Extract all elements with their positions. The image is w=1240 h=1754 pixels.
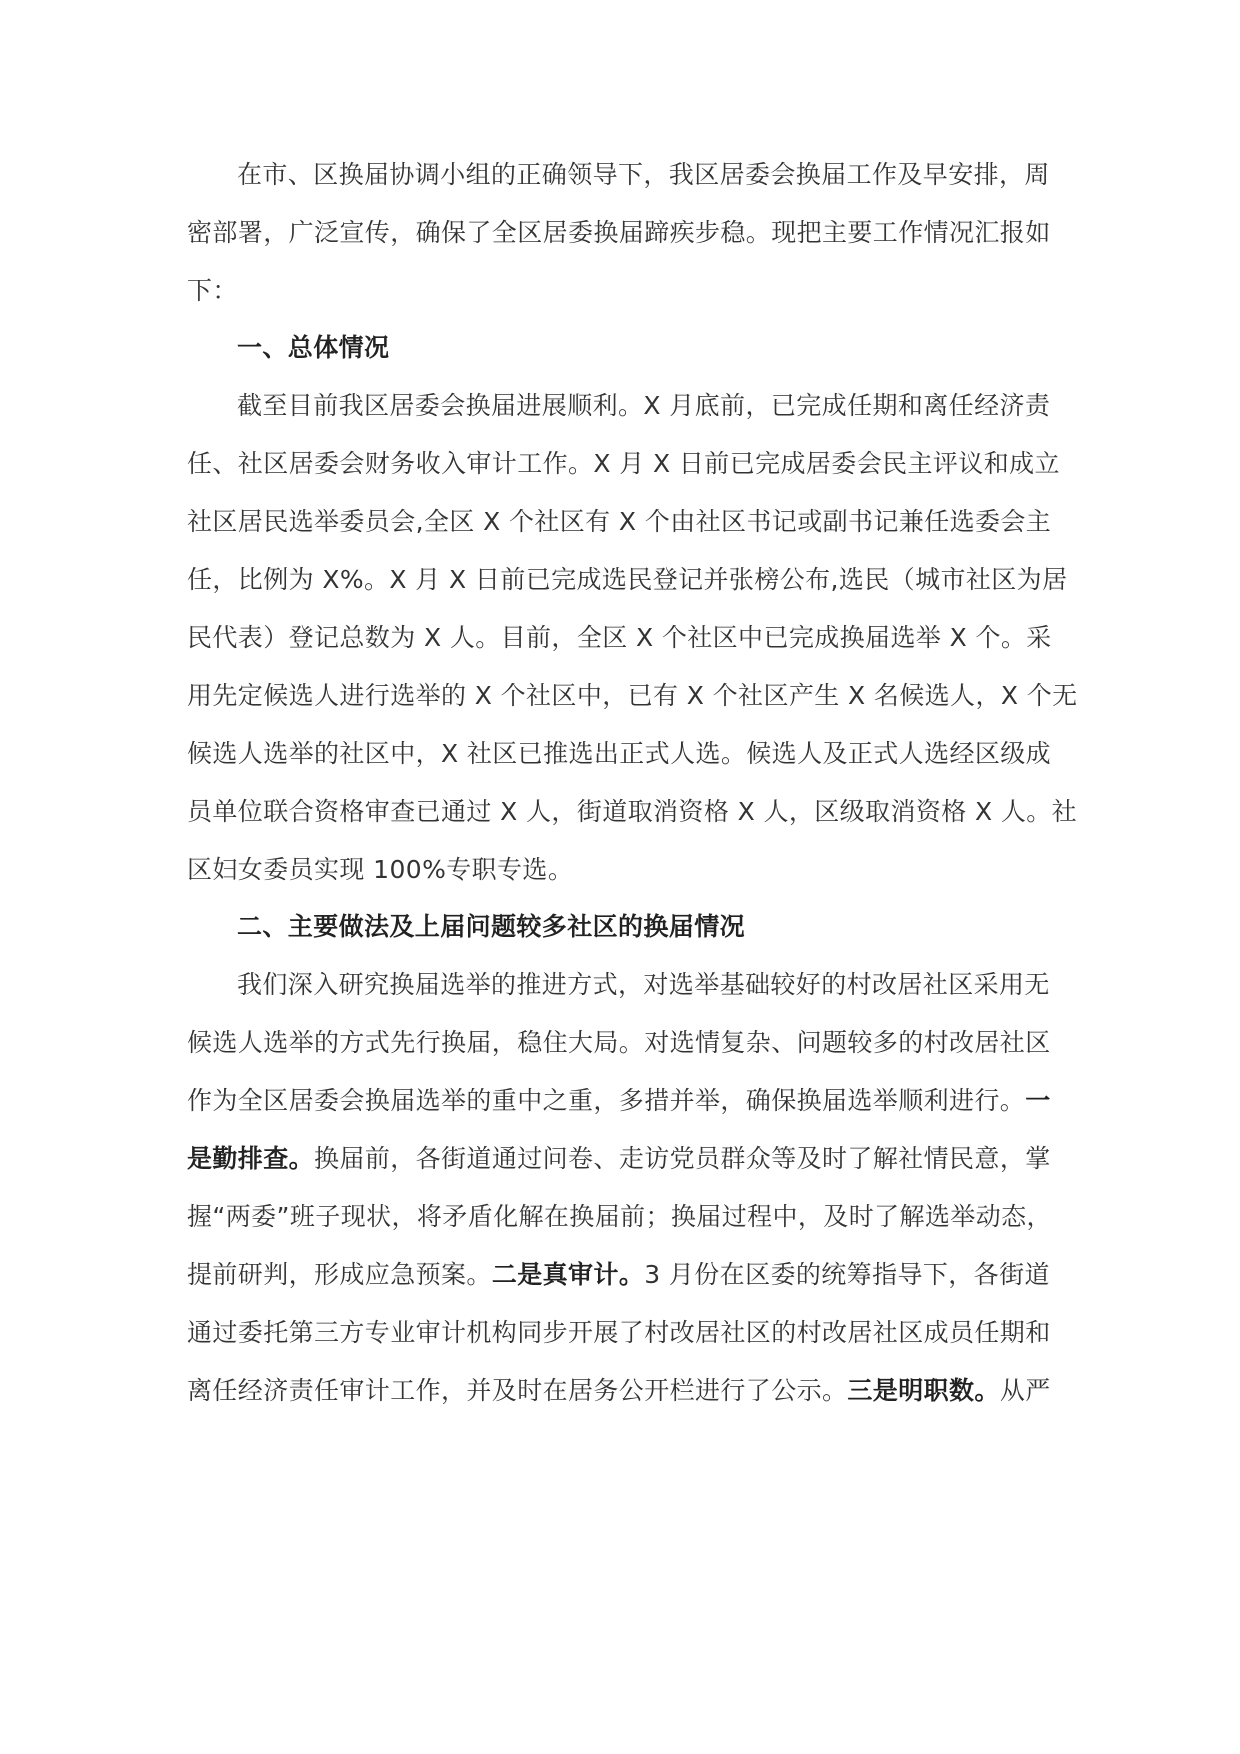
plain-text: 3 月份在区委的统筹指导下，各街道: [644, 1260, 1050, 1289]
paragraph-line: [187, 1084, 1051, 1118]
bold-lead-text: 一: [1025, 1086, 1051, 1115]
section-heading-main-practices: 二、主要做法及上届问题较多社区的换届情况: [237, 912, 746, 941]
plain-text: 从严: [999, 1376, 1051, 1405]
paragraph-line: 截至目前我区居委会换届进展顺利。X 月底前，已完成任期和离任经济责: [237, 391, 1051, 420]
bold-lead-text: 是勤排查。: [187, 1144, 315, 1173]
plain-text: 提前研判，形成应急预案。: [187, 1260, 492, 1289]
plain-text: 换届前，各街道通过问卷、走访党员群众等及时了解社情民意，掌: [314, 1144, 1051, 1173]
paragraph-line: 员单位联合资格审查已通过 X 人，街道取消资格 X 人，区级取消资格 X 人。社: [187, 797, 1078, 826]
bold-lead-text: 三是明职数。: [847, 1376, 1000, 1405]
paragraph-line: 候选人选举的社区中，X 社区已推选出正式人选。候选人及正式人选经区级成: [187, 739, 1052, 768]
paragraph-line: [187, 1142, 1051, 1176]
paragraph-line: 任、社区居委会财务收入审计工作。X 月 X 日前已完成居委会民主评议和成立: [187, 449, 1060, 478]
intro-line-2: 密部署，广泛宣传，确保了全区居委换届蹄疾步稳。现把主要工作情况汇报如: [187, 218, 1051, 247]
paragraph-line: [187, 1374, 1051, 1408]
plain-text: 离任经济责任审计工作，并及时在居务公开栏进行了公示。: [187, 1376, 848, 1405]
section-heading-overview: 一、总体情况: [237, 333, 390, 362]
paragraph-line: 用先定候选人进行选举的 X 个社区中，已有 X 个社区产生 X 名候选人，X 个无: [187, 681, 1078, 710]
paragraph-line: 我们深入研究换届选举的推进方式，对选举基础较好的村改居社区采用无: [237, 970, 1050, 999]
plain-text: 作为全区居委会换届选举的重中之重，多措并举，确保换届选举顺利进行。: [187, 1086, 1026, 1115]
paragraph-line: [187, 1258, 1050, 1292]
paragraph-line: 候选人选举的方式先行换届，稳住大局。对选情复杂、问题较多的村改居社区: [187, 1028, 1051, 1057]
bold-lead-text: 二是真审计。: [491, 1260, 645, 1289]
paragraph-line: 任，比例为 X%。X 月 X 日前已完成选民登记并张榜公布,选民（城市社区为居: [187, 565, 1068, 594]
intro-line-3: 下：: [187, 276, 238, 305]
intro-line-1: 在市、区换届协调小组的正确领导下，我区居委会换届工作及早安排，周: [237, 160, 1050, 189]
paragraph-line: 社区居民选举委员会,全区 X 个社区有 X 个由社区书记或副书记兼任选委会主: [187, 507, 1052, 536]
paragraph-line: 区妇女委员实现 100%专职专选。: [187, 855, 574, 884]
paragraph-line: 握“两委”班子现状，将矛盾化解在换届前；换届过程中，及时了解选举动态，: [187, 1202, 1052, 1231]
paragraph-line: 民代表）登记总数为 X 人。目前，全区 X 个社区中已完成换届选举 X 个。采: [187, 623, 1052, 652]
paragraph-line: 通过委托第三方专业审计机构同步开展了村改居社区的村改居社区成员任期和: [187, 1318, 1051, 1347]
